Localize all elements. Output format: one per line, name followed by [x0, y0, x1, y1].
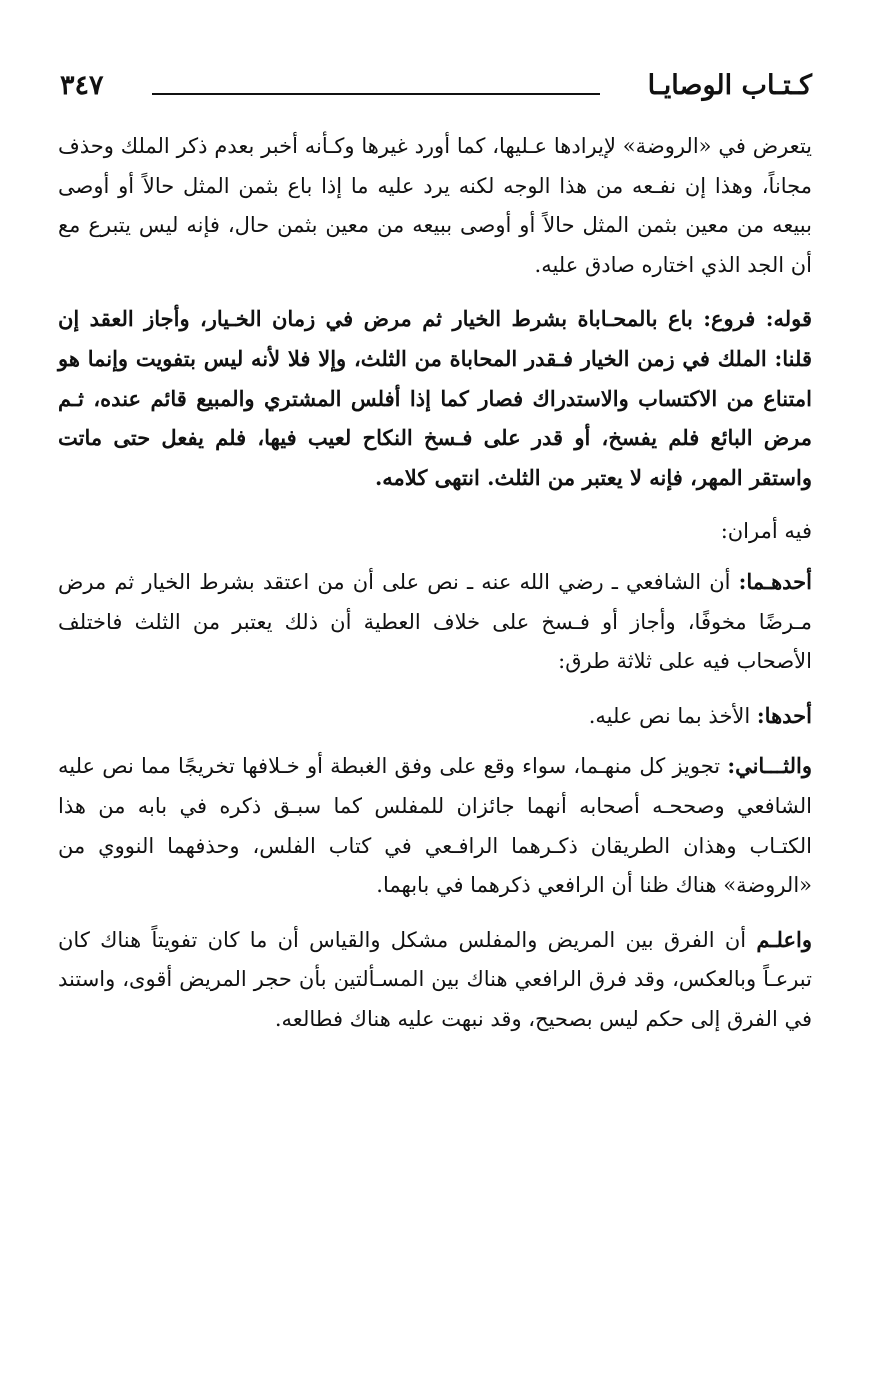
main-text — [58, 126, 812, 1053]
paragraph-quoted-matn — [58, 299, 812, 497]
paragraph-first-way — [58, 696, 812, 737]
running-header — [60, 62, 812, 110]
paragraph-lead: والثـــاني: — [727, 753, 812, 779]
header-rule — [152, 93, 600, 95]
paragraph-intro — [58, 511, 812, 552]
page-number: ٣٤٧ — [60, 70, 104, 101]
paragraph-text: أن الفرق بين المريض والمفلس مشكل والقياس أن ما كان تفويتاً هناك كان تبرعـاً وبالعكس، وقد فرق الرافعي هناك بين المسـألتين بأن حجر المريض أقوى، واستند في الفرق إلى حكم ليس بصحيح، وقد نبهت عليه هناك فطالعه. — [58, 927, 812, 1031]
paragraph-continuation — [58, 126, 812, 285]
paragraph-text: يتعرض في «الروضة» لإيرادها عـليها، كما أورد غيرها وكـأنه أخبر بعدم ذكر الملك وحذف مجاناً، وهذا إن نفـعه من هذا الوجه لكنه يرد عليه ما إذا باع بثمن المثل حالاً أو أوصى ببيعه من معين بثمن المثل حالاً أو أوصى ببيعه من معين بثمن حال، فإنه ليس يتبرع مع أن الجد الذي اختاره صادق عليه. — [58, 134, 812, 277]
paragraph-text: تجويز كل منهـما، سواء وقع على وفق الغبطة أو خـلافها تخريجًا مما نص عليه الشافعي وصححـه أصحابه أنهما جائزان للمفلس كما سبـق ذكره في بابه من هذا الكتـاب وهذان الطريقان ذكـرهما الرافـعي في كتاب الفلس، وحذفهما النووي من «الروضة» هناك ظنا أن الرافعي ذكرهما في بابهما. — [58, 754, 812, 898]
paragraph-note — [58, 920, 812, 1040]
paragraph-text: الأخذ بما نص عليه. — [588, 703, 757, 728]
paragraph-text: قوله: فروع: باع بالمحـاباة بشرط الخيار ثم مرض في زمان الخـيار، وأجاز العقد إن قلنا: الملك في زمن الخيار فـقدر المحاباة من الثلث، وإلا فلا لأنه ليس بتفويت وإنما هو امتناع من الاكتساب والاستدراك فصار كما إذا أفلس المشتري والمبيع قائم عنده، ثـم مرض البائع فلم يفسخ، أو قدر على فـسخ النكاح لعيب فيها، فلم يفعل حتى ماتت واستقر المهر، فإنه لا يعتبر من الثلث. انتهى كلامه. — [58, 306, 812, 490]
paragraph-first-matter — [58, 562, 812, 682]
chapter-title: كـتـاب الوصايـا — [647, 70, 812, 101]
paragraph-lead: أحدهـما: — [738, 568, 812, 594]
paragraph-second-way — [58, 746, 812, 905]
paragraph-lead: واعلـم — [756, 926, 812, 952]
paragraph-lead: أحدها: — [756, 702, 812, 728]
paragraph-text: فيه أمران: — [720, 519, 812, 544]
paragraph-text: أن الشافعي ـ رضي الله عنه ـ نص على أن من اعتقد بشرط الخيار ثم مرض مـرضًا مخوفًا، وأجاز أو فـسخ على خلاف العطية أن ذلك يعتبر من الثلث فاختلف الأصحاب فيه على ثلاثة طرق: — [58, 569, 812, 674]
